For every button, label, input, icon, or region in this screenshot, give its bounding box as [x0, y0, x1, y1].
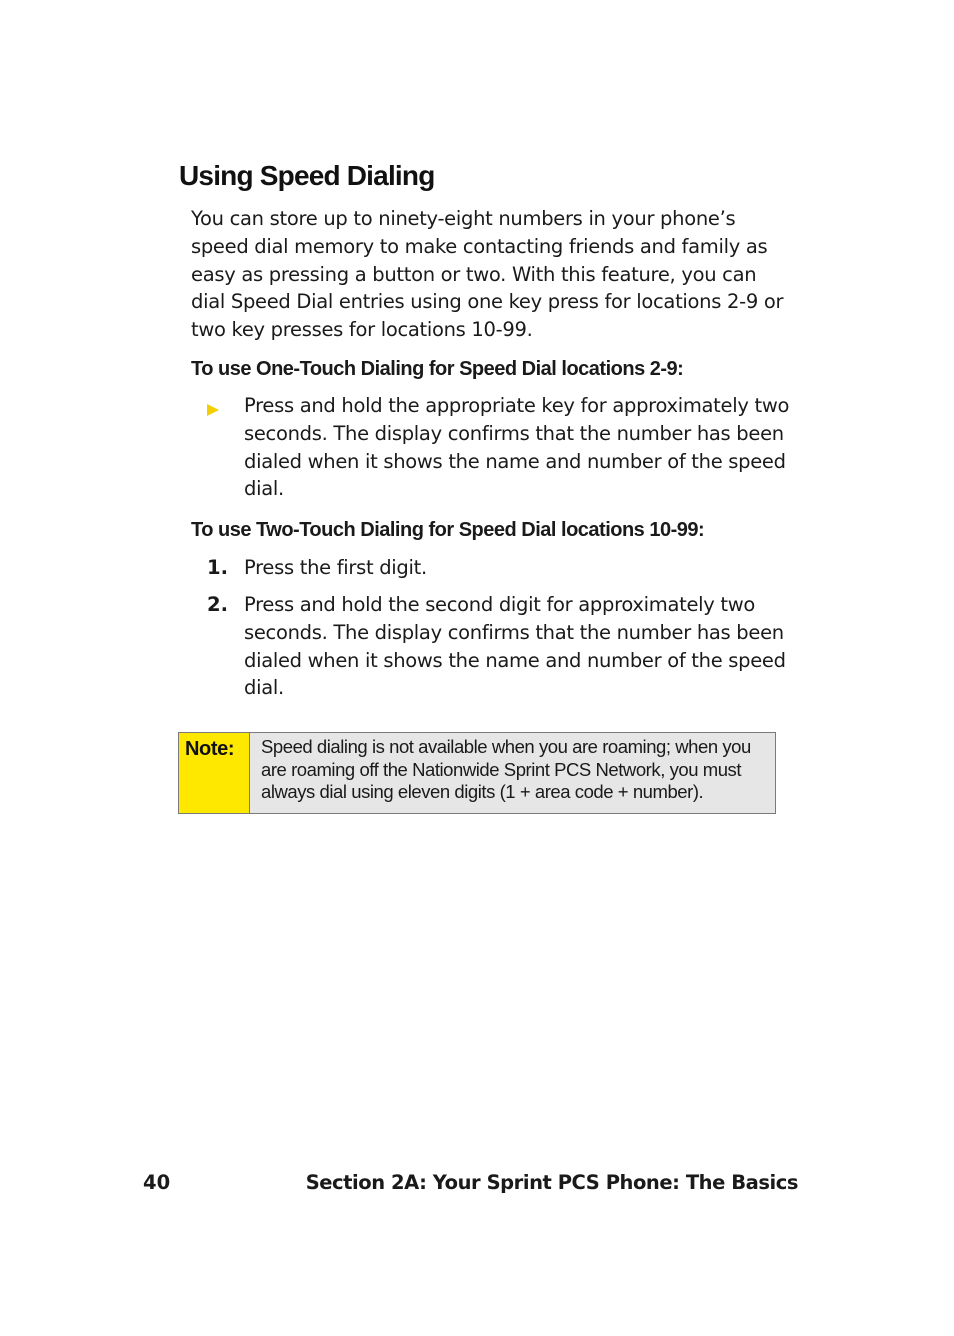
note-text-cell	[250, 733, 775, 813]
two-touch-heading: To use Two-Touch Dialing for Speed Dial locations 10-99:	[191, 519, 705, 541]
note-label-cell	[179, 733, 250, 813]
note-label: Note:	[185, 738, 235, 760]
one-touch-bullet-text: Press and hold the appropriate key for approximately two seconds. The display confirms that the number has been dialed when it shows the name and number of the speed dial.	[244, 394, 790, 501]
one-touch-heading: To use One-Touch Dialing for Speed Dial locations 2-9:	[191, 358, 684, 380]
footer-page-number: 40	[143, 1171, 171, 1194]
page-title: Using Speed Dialing	[179, 160, 435, 191]
step-text: Press the first digit.	[244, 556, 427, 579]
step-number: 1.	[207, 556, 228, 579]
note-box	[178, 732, 776, 814]
intro-paragraph: You can store up to ninety-eight numbers in your phone’s speed dial memory to make contacting friends and family as easy as pressing a button or two. With this feature, you can dial Speed Dial entries using one key press for locations 2-9 or two key presses for locations 10-99.	[191, 207, 784, 342]
step-text: Press and hold the second digit for approximately two seconds. The display confirms that the number has been dialed when it shows the name and number of the speed dial.	[244, 593, 786, 700]
note-text: Speed dialing is not available when you are roaming; when you are roaming off the Nationwide Sprint PCS Network, you must always dial using eleven digits (1 + area code + number).	[261, 736, 751, 802]
step-number: 2.	[207, 593, 228, 616]
footer-section-title: Section 2A: Your Sprint PCS Phone: The Basics	[305, 1171, 798, 1194]
triangle-bullet-icon	[207, 404, 219, 416]
